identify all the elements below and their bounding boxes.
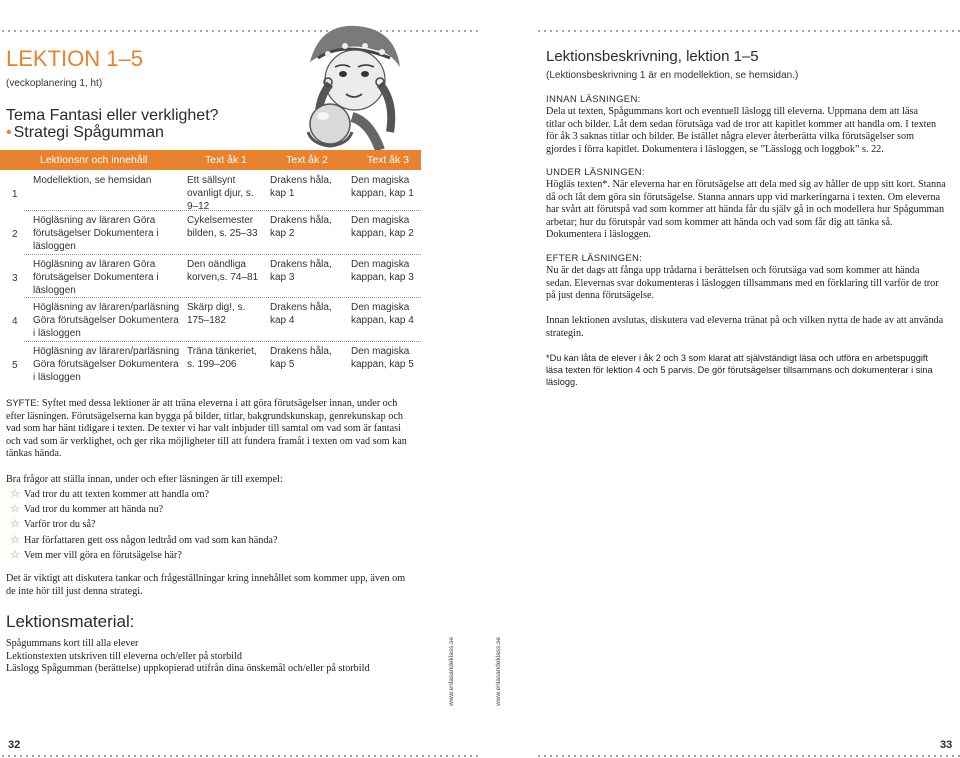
website-vertical-left: www.enlasandeklass.se: [448, 636, 455, 706]
list-item: Läslogg Spågumman (berättelse) uppkopierad utifrån dina önskemål och/eller på storbild: [6, 663, 370, 675]
page-number-right: 33: [940, 739, 953, 751]
purpose-text: Syftet med dessa lektioner är att träna eleverna i att göra förutsägelser innan, under och efter läsningen. Förutsägelserna kan bygga på bilder, titlar, bakgrundskunskap, genrekunskap och vad som har hänt tidigare i texten. De texter vi har valt inbjuder till samtal om vad som är fantasi och vad som är verklighet, och ger rika möjligheter till att fundera framåt i texten om vad som kan tänkas hända.: [6, 398, 407, 460]
row-text-ak3: Den magiska kappan, kap 5: [351, 346, 414, 370]
row-divider: [24, 210, 421, 211]
page-number-left: 32: [8, 739, 21, 751]
question-text: Vem mer vill göra en förutsägelse här?: [24, 549, 182, 561]
row-text-ak2: Drakens håla, kap 1: [270, 175, 332, 199]
before-reading-text: Dela ut texten, Spågummans kort och eventuell läslogg till eleverna. Uppmana dem att läsa titlar och bilder. Låt dem sedan förutsäga vad de tror att kapitlet kommer att handla om. I texten för åk 3 saknas titlar och bilder. Be istället några elever återberätta vilka förutsägelser som gjordes i förra kapitlet. Dokumentera i läsloggen, se ”Lässlogg och loggbok” s. 22.: [546, 106, 937, 155]
row-text-ak2: Drakens håla, kap 4: [270, 302, 332, 326]
row-text-ak2: Drakens håla, kap 2: [270, 215, 332, 239]
bullet-icon: •: [6, 124, 12, 141]
strategy-label: Strategi Spågumman: [13, 124, 164, 141]
row-text-ak3: Den magiska kappan, kap 3: [351, 259, 414, 283]
row-content: Modellektion, se hemsidan: [33, 175, 152, 186]
theme-title: Tema Fantasi eller verklighet?: [6, 107, 219, 124]
row-content: Högläsning av läraren/parläsning Göra förutsägelser Dokumentera i läsloggen: [33, 302, 180, 339]
header-lesson: Lektionsnr och innehåll: [40, 154, 148, 166]
table-header: [0, 150, 421, 170]
description-title: Lektionsbeskrivning, lektion 1–5: [546, 48, 759, 65]
list-item: [6, 504, 411, 519]
row-number: 2: [12, 229, 18, 240]
star-outline-icon: ☆: [10, 548, 20, 561]
row-number: 4: [12, 316, 18, 327]
bottom-dotted-border-right: [536, 755, 960, 757]
row-text-ak3: Den magiska kappan, kap 4: [351, 302, 414, 326]
question-text: Varför tror du så?: [24, 519, 96, 531]
closing-paragraph: Det är viktigt att diskutera tankar och frågeställningar kring innehållet som kommer upp, även om de inte hör till just denna strategi.: [6, 573, 406, 597]
row-number: 3: [12, 273, 18, 284]
top-dotted-border-right: [536, 30, 960, 32]
lesson-title: LEKTION 1–5: [6, 46, 143, 71]
closing-instruction: Innan lektionen avslutas, diskutera vad eleverna tränat på och vilken nytta de hade av att använda strategin.: [546, 315, 944, 339]
row-content: Högläsning av läraren Göra förutsägelser Dokumentera i läsloggen: [33, 215, 159, 252]
list-item: Lektionstexten utskriven till eleverna och/eller på storbild: [6, 650, 242, 662]
star-outline-icon: ☆: [10, 533, 20, 546]
list-item: [6, 550, 411, 565]
bottom-dotted-border-left: [0, 755, 480, 757]
during-reading-label: UNDER LÄSNINGEN:: [546, 167, 645, 178]
header-text-ak3: Text åk 3: [367, 154, 410, 166]
row-text-ak1: Skärp dig!, s. 175–182: [187, 302, 246, 326]
row-text-ak1: Cykelsemester bilden, s. 25–33: [187, 215, 258, 239]
row-divider: [24, 297, 421, 298]
strategy-title: [6, 124, 164, 142]
row-text-ak1: Ett sällsynt ovanligt djur, s. 9–12: [187, 175, 254, 212]
before-reading-label: INNAN LÄSNINGEN:: [546, 94, 641, 105]
row-text-ak3: Den magiska kappan, kap 1: [351, 175, 414, 199]
question-text: Vad tror du att texten kommer att handla om?: [24, 489, 210, 500]
purpose-label: SYFTE:: [6, 398, 40, 409]
list-item: [6, 535, 411, 550]
row-text-ak2: Drakens håla, kap 3: [270, 259, 332, 283]
list-item: [6, 489, 411, 504]
star-outline-icon: ☆: [10, 488, 20, 500]
footnote: *Du kan låta de elever i åk 2 och 3 som klarat att självständigt läsa och utföra en arbetspuggift läsa texten för lektion 4 och 5 parvis. De gör förutsägelser tillsammans och dokumenterar i sina läslogg.: [546, 353, 933, 387]
after-reading-text: Nu är det dags att fånga upp trådarna i berättelsen och förutsäga vad som kommer att hända sedan. Elevernas svar dokumenteras i läsloggen tillsammans med en förklaring till varför de tror på just denna förutsägelse.: [546, 265, 939, 302]
row-number: 5: [12, 360, 18, 371]
description-subtitle: (Lektionsbeskrivning 1 är en modellektion, se hemsidan.): [546, 70, 799, 81]
fortune-teller-illustration: [290, 22, 420, 152]
row-content: Högläsning av läraren Göra förutsägelser Dokumentera i läsloggen: [33, 259, 159, 296]
questions-intro: Bra frågor att ställa innan, under och efter läsningen är till exempel:: [6, 474, 283, 485]
header-text-ak2: Text åk 2: [286, 154, 329, 166]
row-text-ak2: Drakens håla, kap 5: [270, 346, 332, 370]
row-text-ak3: Den magiska kappan, kap 2: [351, 215, 414, 239]
list-item: Spågummans kort till alla elever: [6, 638, 139, 649]
row-divider: [24, 341, 421, 342]
row-number: 1: [12, 189, 18, 200]
row-content: Högläsning av läraren/parläsning Göra förutsägelser Dokumentera i läsloggen: [33, 346, 180, 383]
questions-list: [6, 489, 411, 565]
website-vertical-right: www.enlasandeklass.se: [495, 636, 502, 706]
lesson-subtitle: (veckoplanering 1, ht): [6, 78, 103, 89]
header-text-ak1: Text åk 1: [205, 154, 248, 166]
materials-list: [6, 638, 426, 676]
after-reading-label: EFTER LÄSNINGEN:: [546, 253, 643, 264]
purpose-paragraph: [6, 398, 411, 461]
row-text-ak1: Den oändliga korven,s. 74–81: [187, 259, 259, 283]
star-outline-icon: ☆: [10, 518, 20, 531]
star-outline-icon: ☆: [10, 503, 20, 516]
question-text: Vad tror du kommer att hända nu?: [24, 504, 164, 516]
materials-heading: Lektionsmaterial:: [6, 612, 135, 631]
during-reading-text: Högläs texten*. När eleverna har en förutsägelse att dela med sig av håller de upp sitt kort. Stanna då och låt dem göra sin förutsägelse. Stanna annars upp vid markeringarna i texten. Om eleverna har svårt att förutspå vad som kommer att hända får du själv gå in och modellera hur Spågumman arbetar; hur du förutspår vad som kommer att hända och vad som får dig att tänka så. Dokumentera i läsloggen.: [546, 179, 946, 241]
row-divider: [24, 254, 421, 255]
question-text: Har författaren gett oss någon ledtråd om vad som kan hända?: [24, 534, 278, 546]
row-text-ak1: Träna tänkeriet, s. 199–206: [187, 346, 257, 370]
list-item: [6, 519, 411, 534]
